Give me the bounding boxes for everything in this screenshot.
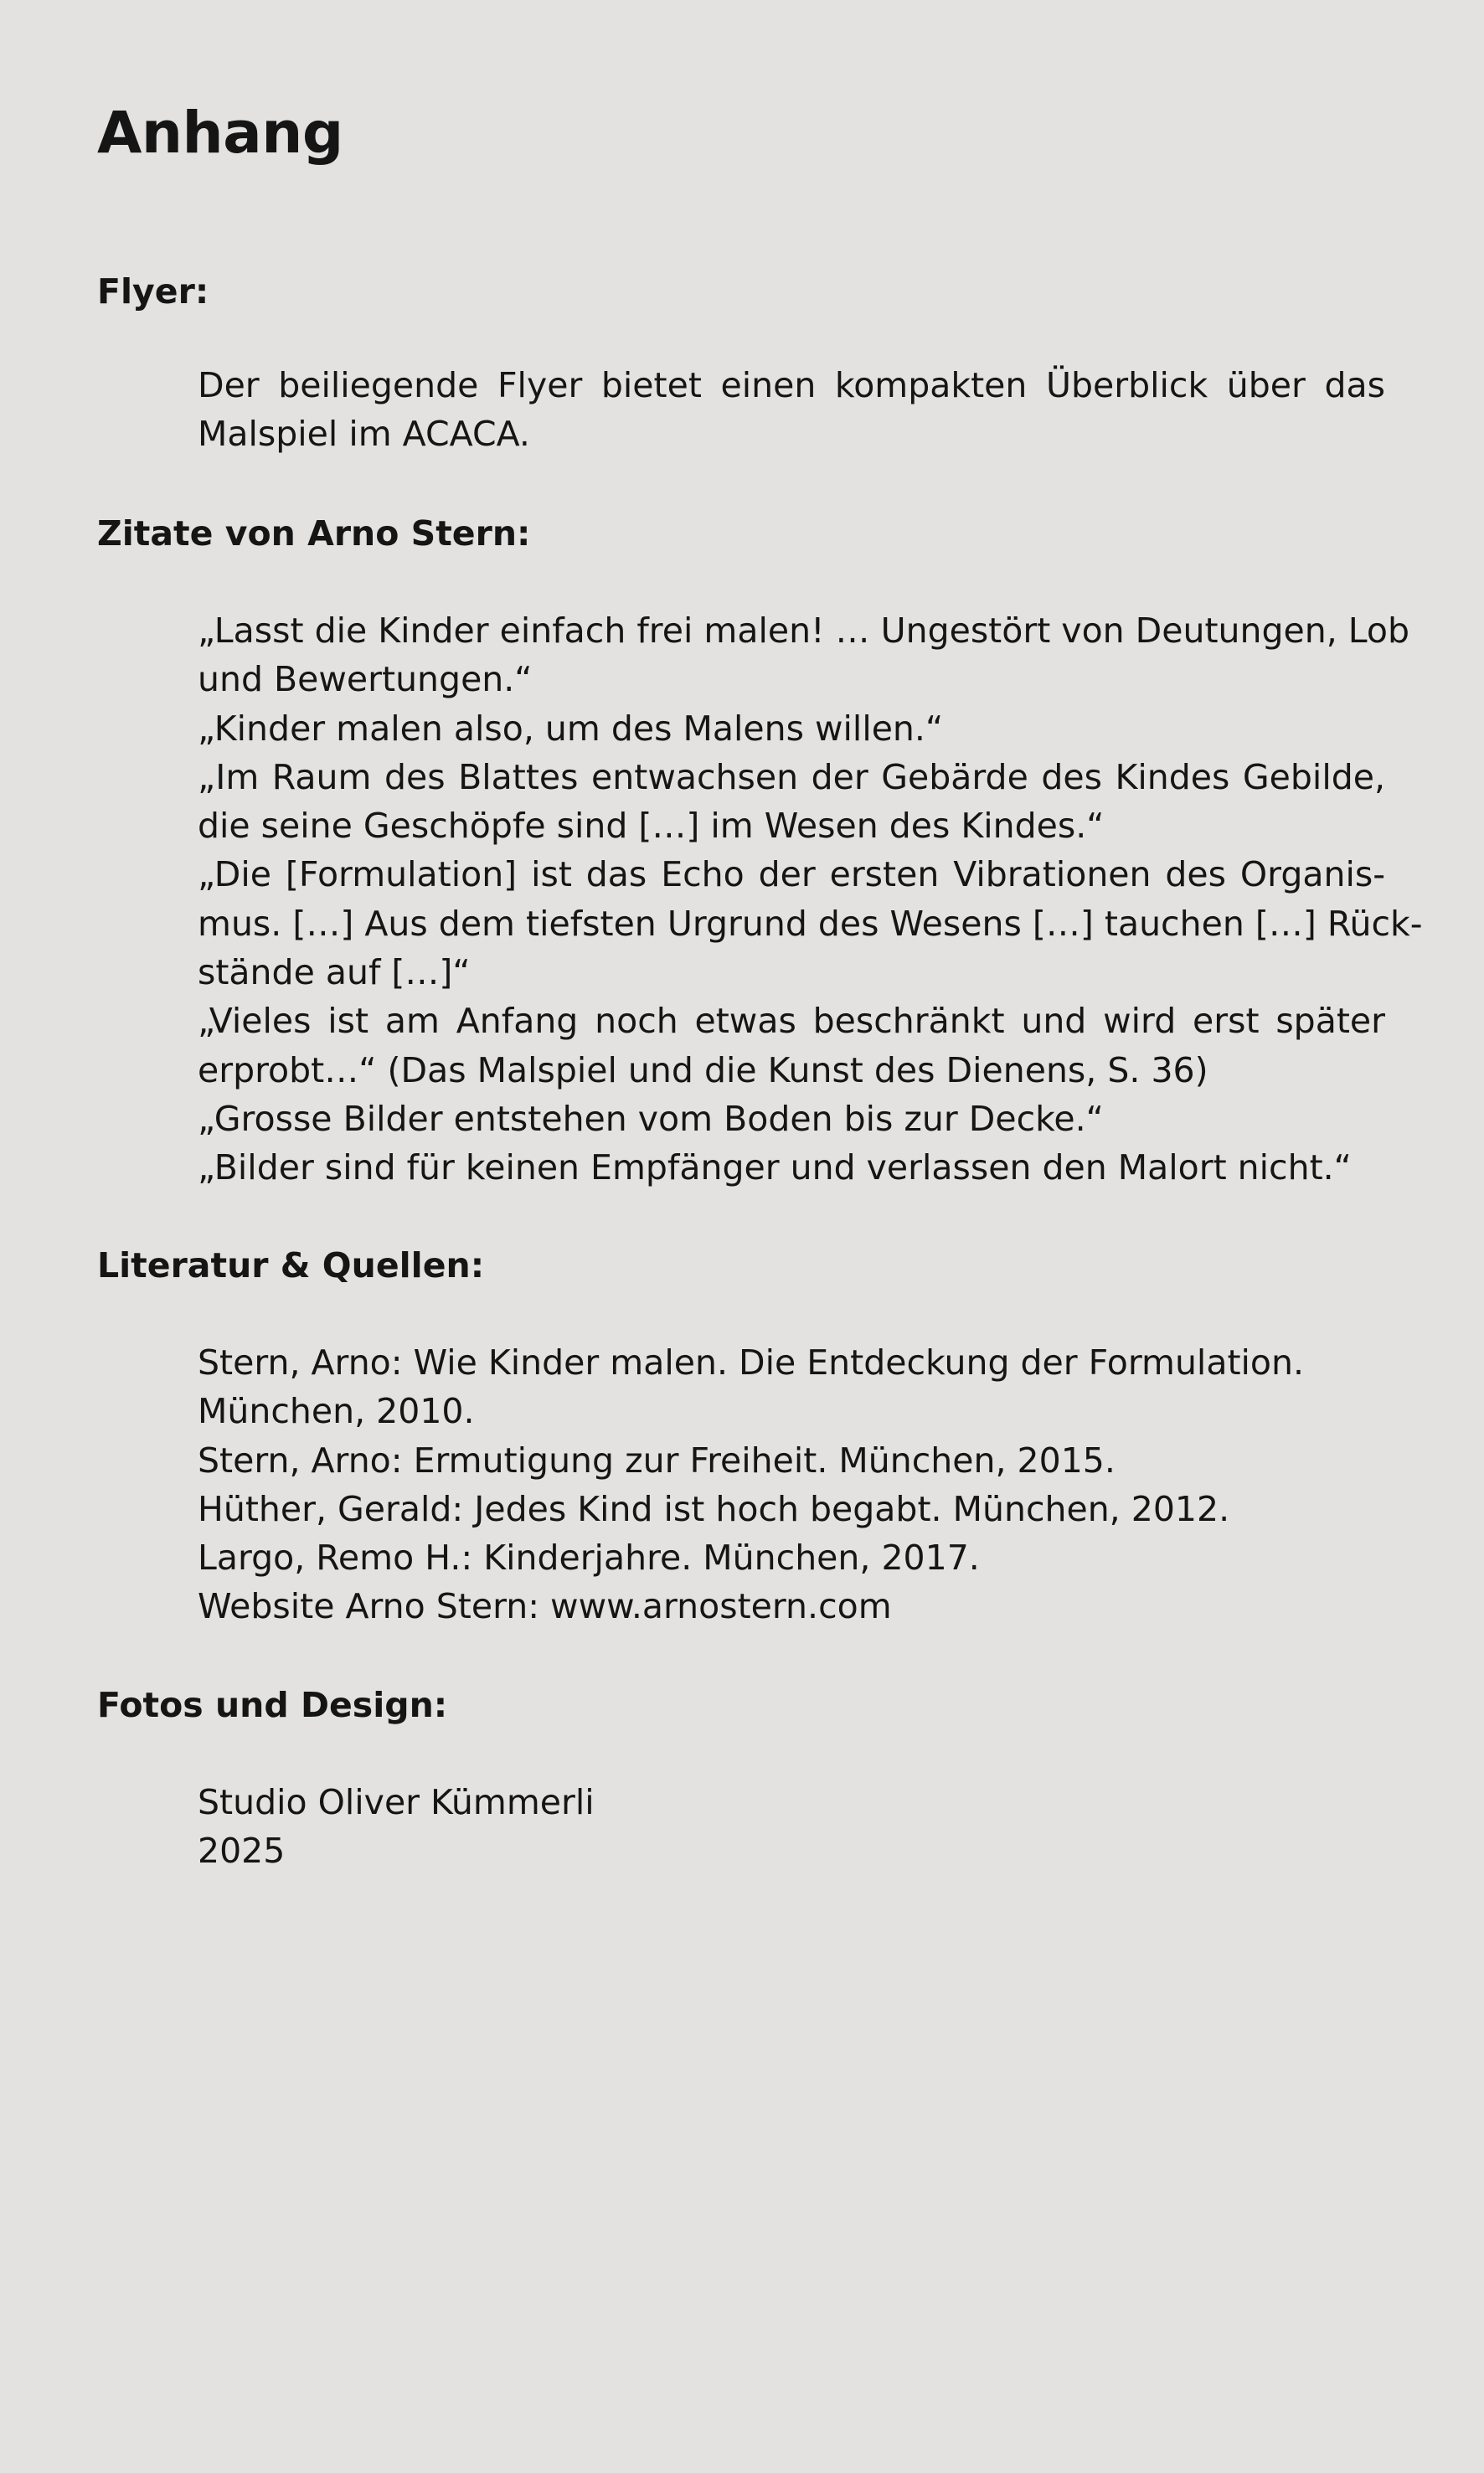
quote-line-5: die seine Geschöpfe sind […] im Wesen des Kindes.“: [198, 806, 1105, 847]
credits-line-1: Studio Oliver Kümmerli: [198, 1782, 595, 1822]
quote-line-1: „Lasst die Kinder einfach frei malen! … Ungestört von Deutungen, Lob: [198, 611, 1410, 651]
flyer-line-1: Der beiliegende Flyer bietet einen kompakten Überblick über das: [198, 365, 1385, 405]
quotes-heading: Zitate von Arno Stern:: [97, 513, 531, 554]
quotes-list: [198, 606, 1423, 1193]
literature-line-2: München, 2010.: [198, 1391, 475, 1432]
quote-line-10: erprobt…“ (Das Malspiel und die Kunst des Dienens, S. 36): [198, 1049, 1208, 1090]
quote-line-6: „Die [Formulation] ist das Echo der ersten Vibrationen des Organis-: [198, 854, 1385, 895]
credits-list: [198, 1778, 1385, 1876]
literature-list: [198, 1338, 1385, 1631]
page-title: Anhang: [97, 100, 343, 167]
literature-line-3: Stern, Arno: Ermutigung zur Freiheit. München, 2015.: [198, 1440, 1116, 1481]
quote-line-2: und Bewertungen.“: [198, 659, 533, 700]
flyer-heading: Flyer:: [97, 271, 209, 312]
credits-line-2: 2025: [198, 1831, 286, 1872]
credits-heading: Fotos und Design:: [97, 1685, 448, 1725]
quote-line-11: „Grosse Bilder entstehen vom Boden bis zur Decke.“: [198, 1098, 1104, 1139]
literature-heading: Literatur & Quellen:: [97, 1245, 485, 1285]
literature-line-4: Hüther, Gerald: Jedes Kind ist hoch begabt. München, 2012.: [198, 1488, 1230, 1529]
quote-line-8: stände auf […]“: [198, 952, 471, 993]
quote-line-12: „Bilder sind für keinen Empfänger und verlassen den Malort nicht.“: [198, 1147, 1352, 1188]
literature-line-1: Stern, Arno: Wie Kinder malen. Die Entdeckung der Formulation.: [198, 1342, 1305, 1383]
quote-line-9: „Vieles ist am Anfang noch etwas beschränkt und wird erst später: [198, 1001, 1385, 1042]
literature-line-5: Largo, Remo H.: Kinderjahre. München, 2017.: [198, 1538, 980, 1579]
quote-line-7: mus. […] Aus dem tiefsten Urgrund des Wesens […] tauchen […] Rück-: [198, 903, 1423, 944]
literature-line-6: Website Arno Stern: www.arnostern.com: [198, 1586, 892, 1627]
quote-line-3: „Kinder malen also, um des Malens willen.“: [198, 708, 944, 749]
flyer-line-2: Malspiel im ACACA.: [198, 414, 530, 455]
flyer-description: [198, 361, 1385, 459]
quote-line-4: „Im Raum des Blattes entwachsen der Gebärde des Kindes Gebilde,: [198, 756, 1385, 797]
